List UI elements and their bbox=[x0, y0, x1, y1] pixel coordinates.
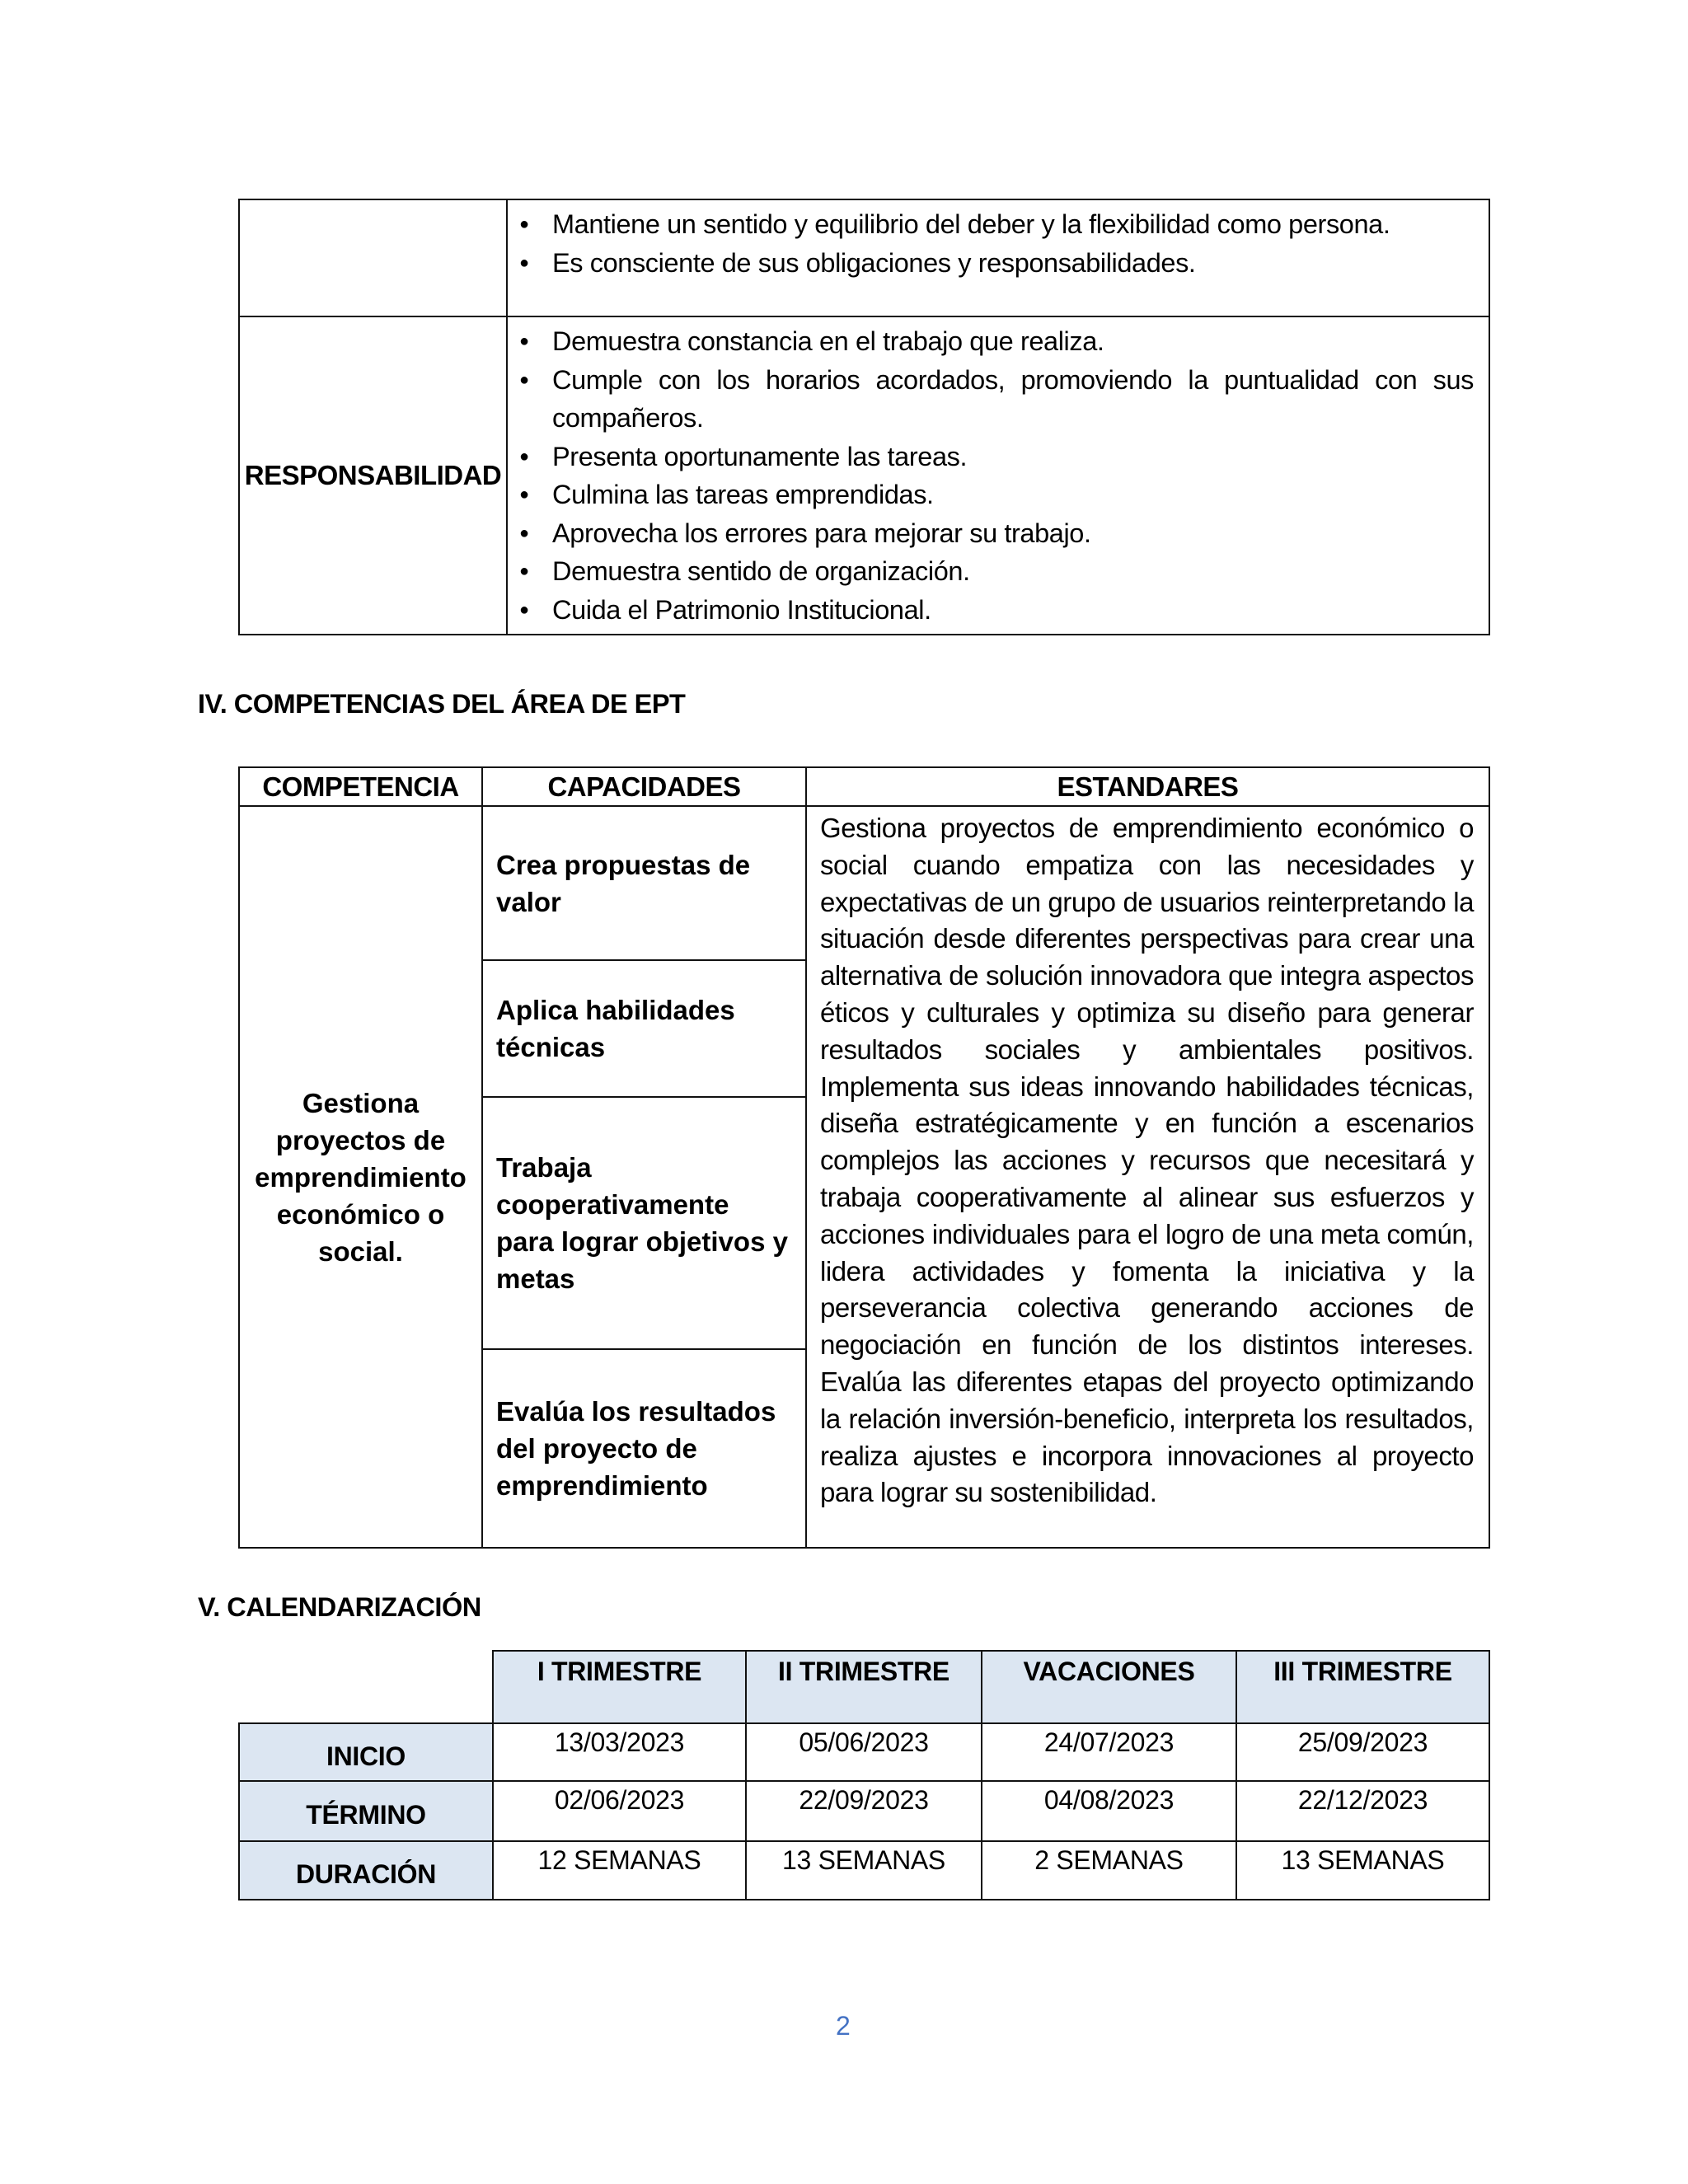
calendar-cell: 02/06/2023 bbox=[493, 1781, 746, 1841]
indicator-item: ● Aprovecha los errores para mejorar su trabajo. bbox=[552, 514, 1474, 553]
indicator-item: ● Presenta oportunamente las tareas. bbox=[552, 438, 1474, 476]
value-label: RESPONSABILIDAD bbox=[239, 316, 507, 635]
indicator-list bbox=[508, 200, 1489, 287]
indicator-item: ● Es consciente de sus obligaciones y responsabilidades. bbox=[552, 244, 1474, 283]
capacidad-cell: Crea propuestas de valor bbox=[482, 806, 806, 960]
calendar-row-label: TÉRMINO bbox=[239, 1781, 493, 1841]
calendar-cell: 22/09/2023 bbox=[746, 1781, 982, 1841]
calendar-row-inicio bbox=[239, 1723, 1489, 1781]
calendar-cell: 24/07/2023 bbox=[982, 1723, 1236, 1781]
calendar-col-header: I TRIMESTRE bbox=[493, 1651, 746, 1723]
calendar-col-header: VACACIONES bbox=[982, 1651, 1236, 1723]
competencias-row bbox=[239, 806, 1489, 960]
calendar-col-header: II TRIMESTRE bbox=[746, 1651, 982, 1723]
calendar-cell: 13/03/2023 bbox=[493, 1723, 746, 1781]
calendar-row-label: DURACIÓN bbox=[239, 1841, 493, 1900]
values-table bbox=[238, 199, 1490, 635]
header-estandares: ESTANDARES bbox=[806, 767, 1489, 806]
calendar-row-termino bbox=[239, 1781, 1489, 1841]
calendar-table bbox=[238, 1650, 1490, 1900]
indicator-item: ● Cumple con los horarios acordados, promoviendo la puntualidad con sus compañeros. bbox=[552, 361, 1474, 438]
indicator-list bbox=[508, 317, 1489, 634]
section-v-heading: V. CALENDARIZACIÓN bbox=[198, 1592, 481, 1622]
estandar-cell: Gestiona proyectos de emprendimiento económico o social cuando empatiza con las necesidades y expectativas de un grupo de usuarios reinterpretando la situación desde diferentes perspectivas para crear una alternativa de solución innovadora que integra aspectos éticos y culturales y optimiza su diseño para generar resultados sociales y ambientales positivos. Implementa sus ideas innovando habilidades técnicas, diseña estratégicamente y en función a escenarios complejos las acciones y recursos que necesitará y trabaja cooperativamente al alinear sus esfuerzos y acciones individuales para el logro de una meta común, lidera actividades y fomenta la iniciativa y la perseverancia colectiva generando acciones de negociación en función de los distintos intereses. Evalúa las diferentes etapas del proyecto optimizando la relación inversión-beneficio, interpreta los resultados, realiza ajustes e incorpora innovaciones al proyecto para lograr su sostenibilidad. bbox=[806, 806, 1489, 1548]
calendar-cell: 05/06/2023 bbox=[746, 1723, 982, 1781]
capacidad-cell: Trabaja cooperativamente para lograr objetivos y metas bbox=[482, 1097, 806, 1349]
calendar-cell: 12 SEMANAS bbox=[493, 1841, 746, 1900]
capacidad-cell: Evalúa los resultados del proyecto de emprendimiento bbox=[482, 1349, 806, 1548]
header-capacidades: CAPACIDADES bbox=[482, 767, 806, 806]
indicator-item: ● Culmina las tareas emprendidas. bbox=[552, 476, 1474, 514]
calendar-corner bbox=[239, 1651, 493, 1723]
indicator-item: ● Demuestra constancia en el trabajo que realiza. bbox=[552, 322, 1474, 361]
calendar-row-duracion bbox=[239, 1841, 1489, 1900]
indicator-item: ● Cuida el Patrimonio Institucional. bbox=[552, 591, 1474, 630]
calendar-cell: 22/12/2023 bbox=[1236, 1781, 1489, 1841]
header-competencia: COMPETENCIA bbox=[239, 767, 482, 806]
value-indicators bbox=[507, 316, 1489, 635]
values-row-responsabilidad bbox=[239, 316, 1489, 635]
calendar-cell: 13 SEMANAS bbox=[746, 1841, 982, 1900]
page-number: 2 bbox=[836, 2011, 851, 2041]
value-indicators bbox=[507, 199, 1489, 316]
calendar-row-label: INICIO bbox=[239, 1723, 493, 1781]
competencia-cell: Gestiona proyectos de emprendimiento económico o social. bbox=[239, 806, 482, 1548]
calendar-cell: 13 SEMANAS bbox=[1236, 1841, 1489, 1900]
values-row-continued bbox=[239, 199, 1489, 316]
calendar-cell: 04/08/2023 bbox=[982, 1781, 1236, 1841]
competencias-table bbox=[238, 766, 1490, 1549]
calendar-col-header: III TRIMESTRE bbox=[1236, 1651, 1489, 1723]
value-label bbox=[239, 199, 507, 316]
calendar-cell: 25/09/2023 bbox=[1236, 1723, 1489, 1781]
calendar-header-row bbox=[239, 1651, 1489, 1723]
calendar-cell: 2 SEMANAS bbox=[982, 1841, 1236, 1900]
capacidad-cell: Aplica habilidades técnicas bbox=[482, 960, 806, 1097]
competencias-header-row bbox=[239, 767, 1489, 806]
indicator-item: ● Mantiene un sentido y equilibrio del deber y la flexibilidad como persona. bbox=[552, 205, 1474, 244]
indicator-item: ● Demuestra sentido de organización. bbox=[552, 552, 1474, 591]
section-iv-heading: IV. COMPETENCIAS DEL ÁREA DE EPT bbox=[198, 689, 686, 719]
